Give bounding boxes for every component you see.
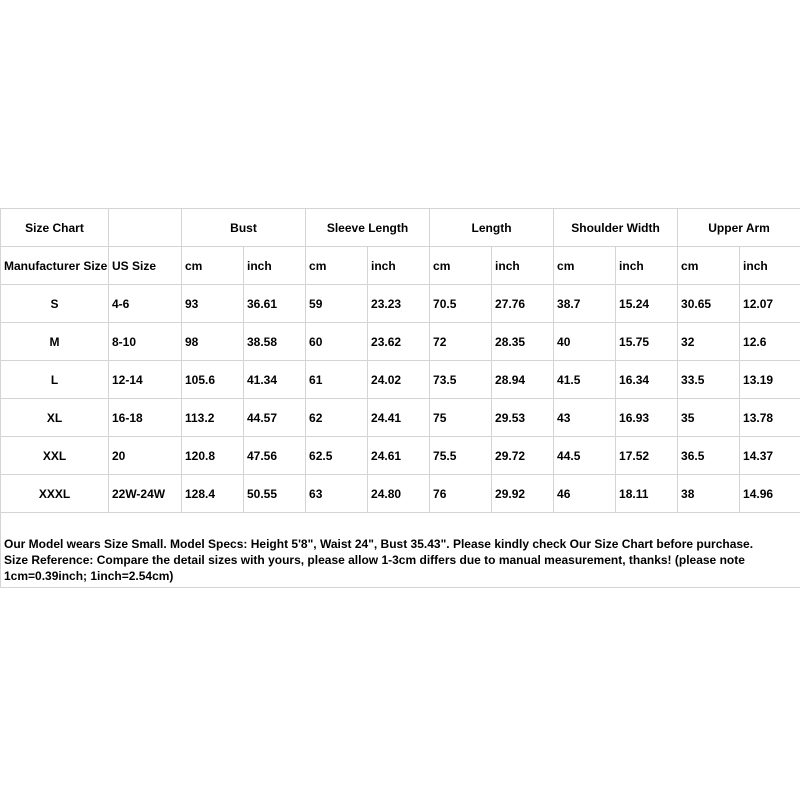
cm-value-cell: 43: [554, 399, 616, 437]
size-chart-title: Size Chart: [1, 209, 109, 247]
length-header: Length: [430, 209, 554, 247]
table-subheader-row: [1, 247, 800, 285]
inch-value-cell: 12.6: [740, 323, 800, 361]
cm-value-cell: 93: [182, 285, 244, 323]
cm-value-cell: 30.65: [678, 285, 740, 323]
cm-value-cell: 63: [306, 475, 368, 513]
cm-value-cell: 105.6: [182, 361, 244, 399]
inch-value-cell: 24.61: [368, 437, 430, 475]
notes-row: [1, 513, 800, 588]
size-reference-note: Size Reference: Compare the detail sizes with yours, please allow 1-3cm differs due to manual measurement, thanks! (please note 1cm=0.39inch; 1inch=2.54cm): [4, 553, 745, 583]
cm-value-cell: 38.7: [554, 285, 616, 323]
inch-value-cell: 15.75: [616, 323, 678, 361]
unit-inch-label: inch: [492, 247, 554, 285]
cm-value-cell: 35: [678, 399, 740, 437]
cm-value-cell: 76: [430, 475, 492, 513]
cm-value-cell: 38: [678, 475, 740, 513]
cm-value-cell: 40: [554, 323, 616, 361]
unit-inch-label: inch: [740, 247, 800, 285]
us-size-cell: 8-10: [109, 323, 182, 361]
table-row: [1, 323, 800, 361]
inch-value-cell: 24.80: [368, 475, 430, 513]
manufacturer-size-cell: L: [1, 361, 109, 399]
blank-header-cell: [109, 209, 182, 247]
sleeve-length-header: Sleeve Length: [306, 209, 430, 247]
cm-value-cell: 61: [306, 361, 368, 399]
cm-value-cell: 120.8: [182, 437, 244, 475]
cm-value-cell: 44.5: [554, 437, 616, 475]
unit-cm-label: cm: [554, 247, 616, 285]
inch-value-cell: 29.53: [492, 399, 554, 437]
us-size-cell: 22W-24W: [109, 475, 182, 513]
unit-inch-label: inch: [244, 247, 306, 285]
manufacturer-size-cell: XXXL: [1, 475, 109, 513]
inch-value-cell: 50.55: [244, 475, 306, 513]
table-row: [1, 437, 800, 475]
cm-value-cell: 98: [182, 323, 244, 361]
cm-value-cell: 75.5: [430, 437, 492, 475]
inch-value-cell: 29.92: [492, 475, 554, 513]
table-row: [1, 475, 800, 513]
size-chart-table: [0, 208, 800, 588]
inch-value-cell: 18.11: [616, 475, 678, 513]
inch-value-cell: 38.58: [244, 323, 306, 361]
inch-value-cell: 14.96: [740, 475, 800, 513]
manufacturer-size-cell: M: [1, 323, 109, 361]
cm-value-cell: 46: [554, 475, 616, 513]
unit-cm-label: cm: [306, 247, 368, 285]
cm-value-cell: 70.5: [430, 285, 492, 323]
us-size-header: US Size: [109, 247, 182, 285]
unit-inch-label: inch: [368, 247, 430, 285]
model-specs-note: Our Model wears Size Small. Model Specs: Height 5'8", Waist 24", Bust 35.43". Please kindly check Our Size Chart before purchase.: [4, 537, 754, 551]
inch-value-cell: 16.34: [616, 361, 678, 399]
cm-value-cell: 36.5: [678, 437, 740, 475]
cm-value-cell: 60: [306, 323, 368, 361]
cm-value-cell: 73.5: [430, 361, 492, 399]
table-row: [1, 399, 800, 437]
inch-value-cell: 24.02: [368, 361, 430, 399]
manufacturer-size-cell: S: [1, 285, 109, 323]
inch-value-cell: 44.57: [244, 399, 306, 437]
table-row: [1, 361, 800, 399]
us-size-cell: 4-6: [109, 285, 182, 323]
notes-cell: [1, 513, 800, 588]
cm-value-cell: 75: [430, 399, 492, 437]
shoulder-width-header: Shoulder Width: [554, 209, 678, 247]
manufacturer-size-header: Manufacturer Size: [1, 247, 109, 285]
inch-value-cell: 13.78: [740, 399, 800, 437]
manufacturer-size-cell: XXL: [1, 437, 109, 475]
inch-value-cell: 29.72: [492, 437, 554, 475]
manufacturer-size-cell: XL: [1, 399, 109, 437]
inch-value-cell: 17.52: [616, 437, 678, 475]
table-header-row: [1, 209, 800, 247]
unit-cm-label: cm: [430, 247, 492, 285]
unit-cm-label: cm: [678, 247, 740, 285]
inch-value-cell: 27.76: [492, 285, 554, 323]
inch-value-cell: 15.24: [616, 285, 678, 323]
cm-value-cell: 72: [430, 323, 492, 361]
cm-value-cell: 59: [306, 285, 368, 323]
unit-inch-label: inch: [616, 247, 678, 285]
upper-arm-header: Upper Arm: [678, 209, 800, 247]
cm-value-cell: 113.2: [182, 399, 244, 437]
inch-value-cell: 24.41: [368, 399, 430, 437]
inch-value-cell: 16.93: [616, 399, 678, 437]
cm-value-cell: 128.4: [182, 475, 244, 513]
inch-value-cell: 23.23: [368, 285, 430, 323]
inch-value-cell: 12.07: [740, 285, 800, 323]
cm-value-cell: 33.5: [678, 361, 740, 399]
inch-value-cell: 14.37: [740, 437, 800, 475]
inch-value-cell: 36.61: [244, 285, 306, 323]
cm-value-cell: 41.5: [554, 361, 616, 399]
us-size-cell: 20: [109, 437, 182, 475]
inch-value-cell: 28.94: [492, 361, 554, 399]
inch-value-cell: 13.19: [740, 361, 800, 399]
us-size-cell: 12-14: [109, 361, 182, 399]
bust-header: Bust: [182, 209, 306, 247]
us-size-cell: 16-18: [109, 399, 182, 437]
cm-value-cell: 32: [678, 323, 740, 361]
inch-value-cell: 23.62: [368, 323, 430, 361]
cm-value-cell: 62.5: [306, 437, 368, 475]
unit-cm-label: cm: [182, 247, 244, 285]
inch-value-cell: 41.34: [244, 361, 306, 399]
table-row: [1, 285, 800, 323]
inch-value-cell: 47.56: [244, 437, 306, 475]
inch-value-cell: 28.35: [492, 323, 554, 361]
cm-value-cell: 62: [306, 399, 368, 437]
